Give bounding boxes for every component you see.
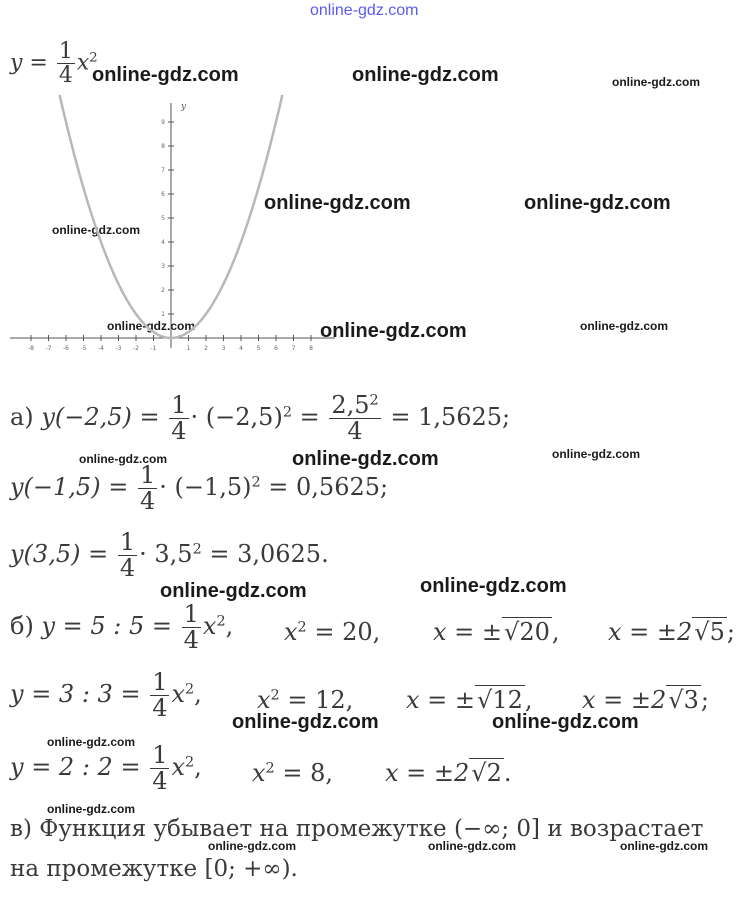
x-tick-label: -2: [133, 345, 139, 352]
eq-value: = 12,: [287, 686, 354, 714]
function-formula: y = $\frac{1}{4}$ $x^2$: [10, 39, 98, 89]
watermark: online-gdz.com: [47, 802, 135, 816]
fraction: [182, 602, 201, 653]
part-b-row-1-eq: [284, 620, 380, 644]
watermark-top: online-gdz.com: [310, 2, 419, 19]
sqrt-value: 12: [492, 686, 523, 714]
row-lhs: y = 3 : 3 =: [10, 680, 141, 709]
y-axis-label: y: [181, 102, 187, 112]
punct: ,: [551, 618, 560, 646]
watermark: online-gdz.com: [580, 319, 668, 333]
part-b-row-2: y = 3 : 3 = $\frac{1}{4}$ $x^2$,: [10, 668, 202, 723]
sqrt-symbol: √2: [471, 759, 502, 787]
watermark: online-gdz.com: [292, 448, 439, 470]
part-a-call-2: y(−1,5) =: [10, 473, 129, 502]
solution: x = ±2: [582, 686, 667, 714]
x-tick-label: -7: [45, 345, 52, 352]
part-b-row-2-sol: [406, 688, 533, 712]
x-tick-label: -5: [80, 345, 87, 352]
x-tick-label: 4: [239, 345, 243, 352]
watermark: online-gdz.com: [492, 711, 639, 733]
sqrt-symbol: √5: [694, 618, 725, 646]
var-x: x: [252, 759, 266, 787]
solution: x = ±2: [385, 759, 470, 787]
part-a-line-1: [10, 393, 510, 444]
part-b-row-3-sol: [385, 761, 512, 785]
watermark: online-gdz.com: [92, 64, 239, 86]
y-tick-label: 8: [161, 143, 165, 150]
part-a-mid-2: · (−1,5): [159, 473, 252, 502]
part-a-label: а): [10, 403, 34, 432]
solution: x = ±2: [608, 618, 693, 646]
frac-den: 4: [347, 417, 363, 446]
sqrt-value: 3: [683, 686, 699, 714]
var-x: x: [171, 753, 186, 782]
var-x: x: [171, 680, 186, 709]
var-x: x: [257, 686, 271, 714]
part-a-line-2: [10, 463, 388, 514]
formula-fraction: [57, 40, 75, 87]
sqrt-symbol: √3: [668, 686, 699, 714]
watermark: online-gdz.com: [79, 452, 167, 466]
y-tick-label: 7: [161, 167, 165, 174]
part-b-row-1: б) y = 5 : 5 = $\frac{1}{4}$ $x^2$,: [10, 600, 234, 655]
fraction: [150, 670, 169, 721]
punct: .: [503, 759, 512, 787]
power: 2: [369, 392, 379, 409]
sqrt-symbol: √12: [477, 686, 523, 714]
y-tick-label: 9: [161, 119, 165, 126]
part-a-result-3: = 3,0625.: [209, 540, 329, 569]
parabola-graph: [0, 95, 340, 360]
var-x: x: [284, 618, 298, 646]
eq-value: = 20,: [314, 618, 381, 646]
watermark: online-gdz.com: [620, 839, 708, 853]
frac-den: 4: [152, 694, 168, 723]
formula-num: 1: [58, 39, 73, 64]
x-tick-label: -1: [150, 345, 157, 352]
y-tick-label: 4: [161, 239, 165, 246]
power: 2: [265, 760, 275, 777]
solution: x = ±: [433, 618, 503, 646]
watermark: online-gdz.com: [52, 223, 140, 237]
watermark: online-gdz.com: [47, 735, 135, 749]
sqrt-value: 5: [709, 618, 725, 646]
watermark: online-gdz.com: [612, 75, 700, 89]
x-tick-label: 5: [256, 345, 261, 352]
watermark: online-gdz.com: [428, 839, 516, 853]
part-b-row-3: y = 2 : 2 = $\frac{1}{4}$ $x^2$,: [10, 741, 202, 796]
frac-num: 1: [139, 461, 156, 489]
watermark: online-gdz.com: [352, 64, 499, 86]
watermark: online-gdz.com: [264, 192, 411, 214]
solution: x = ±: [406, 686, 476, 714]
part-c-line-1: в) Функция убывает на промежутке (−∞; 0] и возрастает: [10, 816, 704, 842]
formula-var: x: [76, 50, 90, 76]
watermark: online-gdz.com: [160, 580, 307, 602]
frac-den: 4: [139, 487, 156, 516]
x-tick-label: 2: [204, 345, 208, 352]
frac-den: 4: [171, 417, 187, 446]
fraction: [118, 530, 137, 581]
power: 2: [216, 613, 226, 630]
watermark: online-gdz.com: [208, 839, 296, 853]
x-tick-label: 7: [291, 345, 296, 352]
fraction: [150, 743, 169, 794]
x-tick-label: 3: [221, 345, 226, 352]
punct: ;: [700, 686, 709, 714]
y-tick-label: 1: [161, 311, 165, 318]
part-a-call-1: y(−2,5) =: [41, 403, 160, 432]
frac-num: 1: [183, 600, 199, 628]
row-lhs: y = 5 : 5 =: [41, 612, 172, 641]
frac-den: 4: [183, 626, 199, 655]
equals: =: [299, 403, 320, 432]
x-tick-label: -4: [98, 345, 104, 352]
frac-num: 1: [119, 528, 136, 556]
power: 2: [251, 474, 261, 491]
watermark: online-gdz.com: [524, 192, 671, 214]
punct: ,: [524, 686, 533, 714]
y-tick-label: 6: [161, 191, 165, 198]
part-a-result-1: = 1,5625;: [390, 403, 511, 432]
formula-pow: 2: [89, 50, 98, 66]
part-b-row-2-eq: [257, 688, 353, 712]
sqrt-symbol: √20: [504, 618, 550, 646]
x-tick-label: 6: [274, 345, 278, 352]
fraction: [329, 393, 380, 444]
graph-axes: [10, 103, 335, 352]
frac-den: 4: [119, 554, 136, 583]
x-tick-label: -8: [28, 345, 34, 352]
part-b-label: б): [10, 612, 34, 641]
power: 2: [282, 404, 292, 421]
power: 2: [185, 681, 195, 698]
var-x: x: [202, 612, 217, 641]
power: 2: [270, 687, 280, 704]
y-tick-label: 3: [161, 263, 165, 270]
x-tick-label: -6: [63, 345, 69, 352]
sqrt-value: 20: [519, 618, 550, 646]
eq-value: = 8,: [282, 759, 333, 787]
part-b-row-2-sol2: [582, 688, 709, 712]
part-a-mid-1: · (−2,5): [190, 403, 283, 432]
formula-lhs: y: [10, 50, 23, 76]
part-a-result-2: = 0,5625;: [268, 473, 389, 502]
power: 2: [185, 754, 195, 771]
part-a-call-3: y(3,5) =: [10, 540, 109, 569]
sqrt-value: 2: [486, 759, 502, 787]
part-c-line-2: на промежутке [0; +∞).: [10, 856, 298, 882]
x-tick-label: 1: [186, 345, 191, 352]
watermark: online-gdz.com: [320, 320, 467, 342]
watermark: online-gdz.com: [107, 319, 195, 333]
frac-num: [329, 393, 380, 419]
x-tick-label: 8: [309, 345, 313, 352]
fraction: [169, 393, 188, 444]
part-b-row-3-eq: [252, 761, 333, 785]
frac-num: 1: [152, 741, 168, 769]
part-b-row-1-sol: [433, 620, 560, 644]
part-b-row-1-sol2: [608, 620, 735, 644]
part-a-mid-3: · 3,5: [139, 540, 193, 569]
row-lhs: y = 2 : 2 =: [10, 753, 141, 782]
part-a-line-3: [10, 530, 329, 581]
x-tick-label: -3: [115, 345, 122, 352]
frac-den: 4: [152, 767, 168, 796]
watermark: online-gdz.com: [420, 575, 567, 597]
fraction: [138, 463, 157, 514]
y-tick-label: 5: [161, 215, 165, 222]
punct: ;: [726, 618, 735, 646]
watermark: online-gdz.com: [232, 711, 379, 733]
frac-num-value: 2,5: [331, 391, 370, 419]
power: 2: [192, 541, 202, 558]
watermark: online-gdz.com: [552, 447, 640, 461]
formula-den: 4: [58, 63, 73, 89]
frac-num: 1: [152, 668, 168, 696]
y-tick-label: 2: [161, 287, 165, 294]
frac-num: 1: [171, 391, 187, 419]
power: 2: [297, 619, 307, 636]
